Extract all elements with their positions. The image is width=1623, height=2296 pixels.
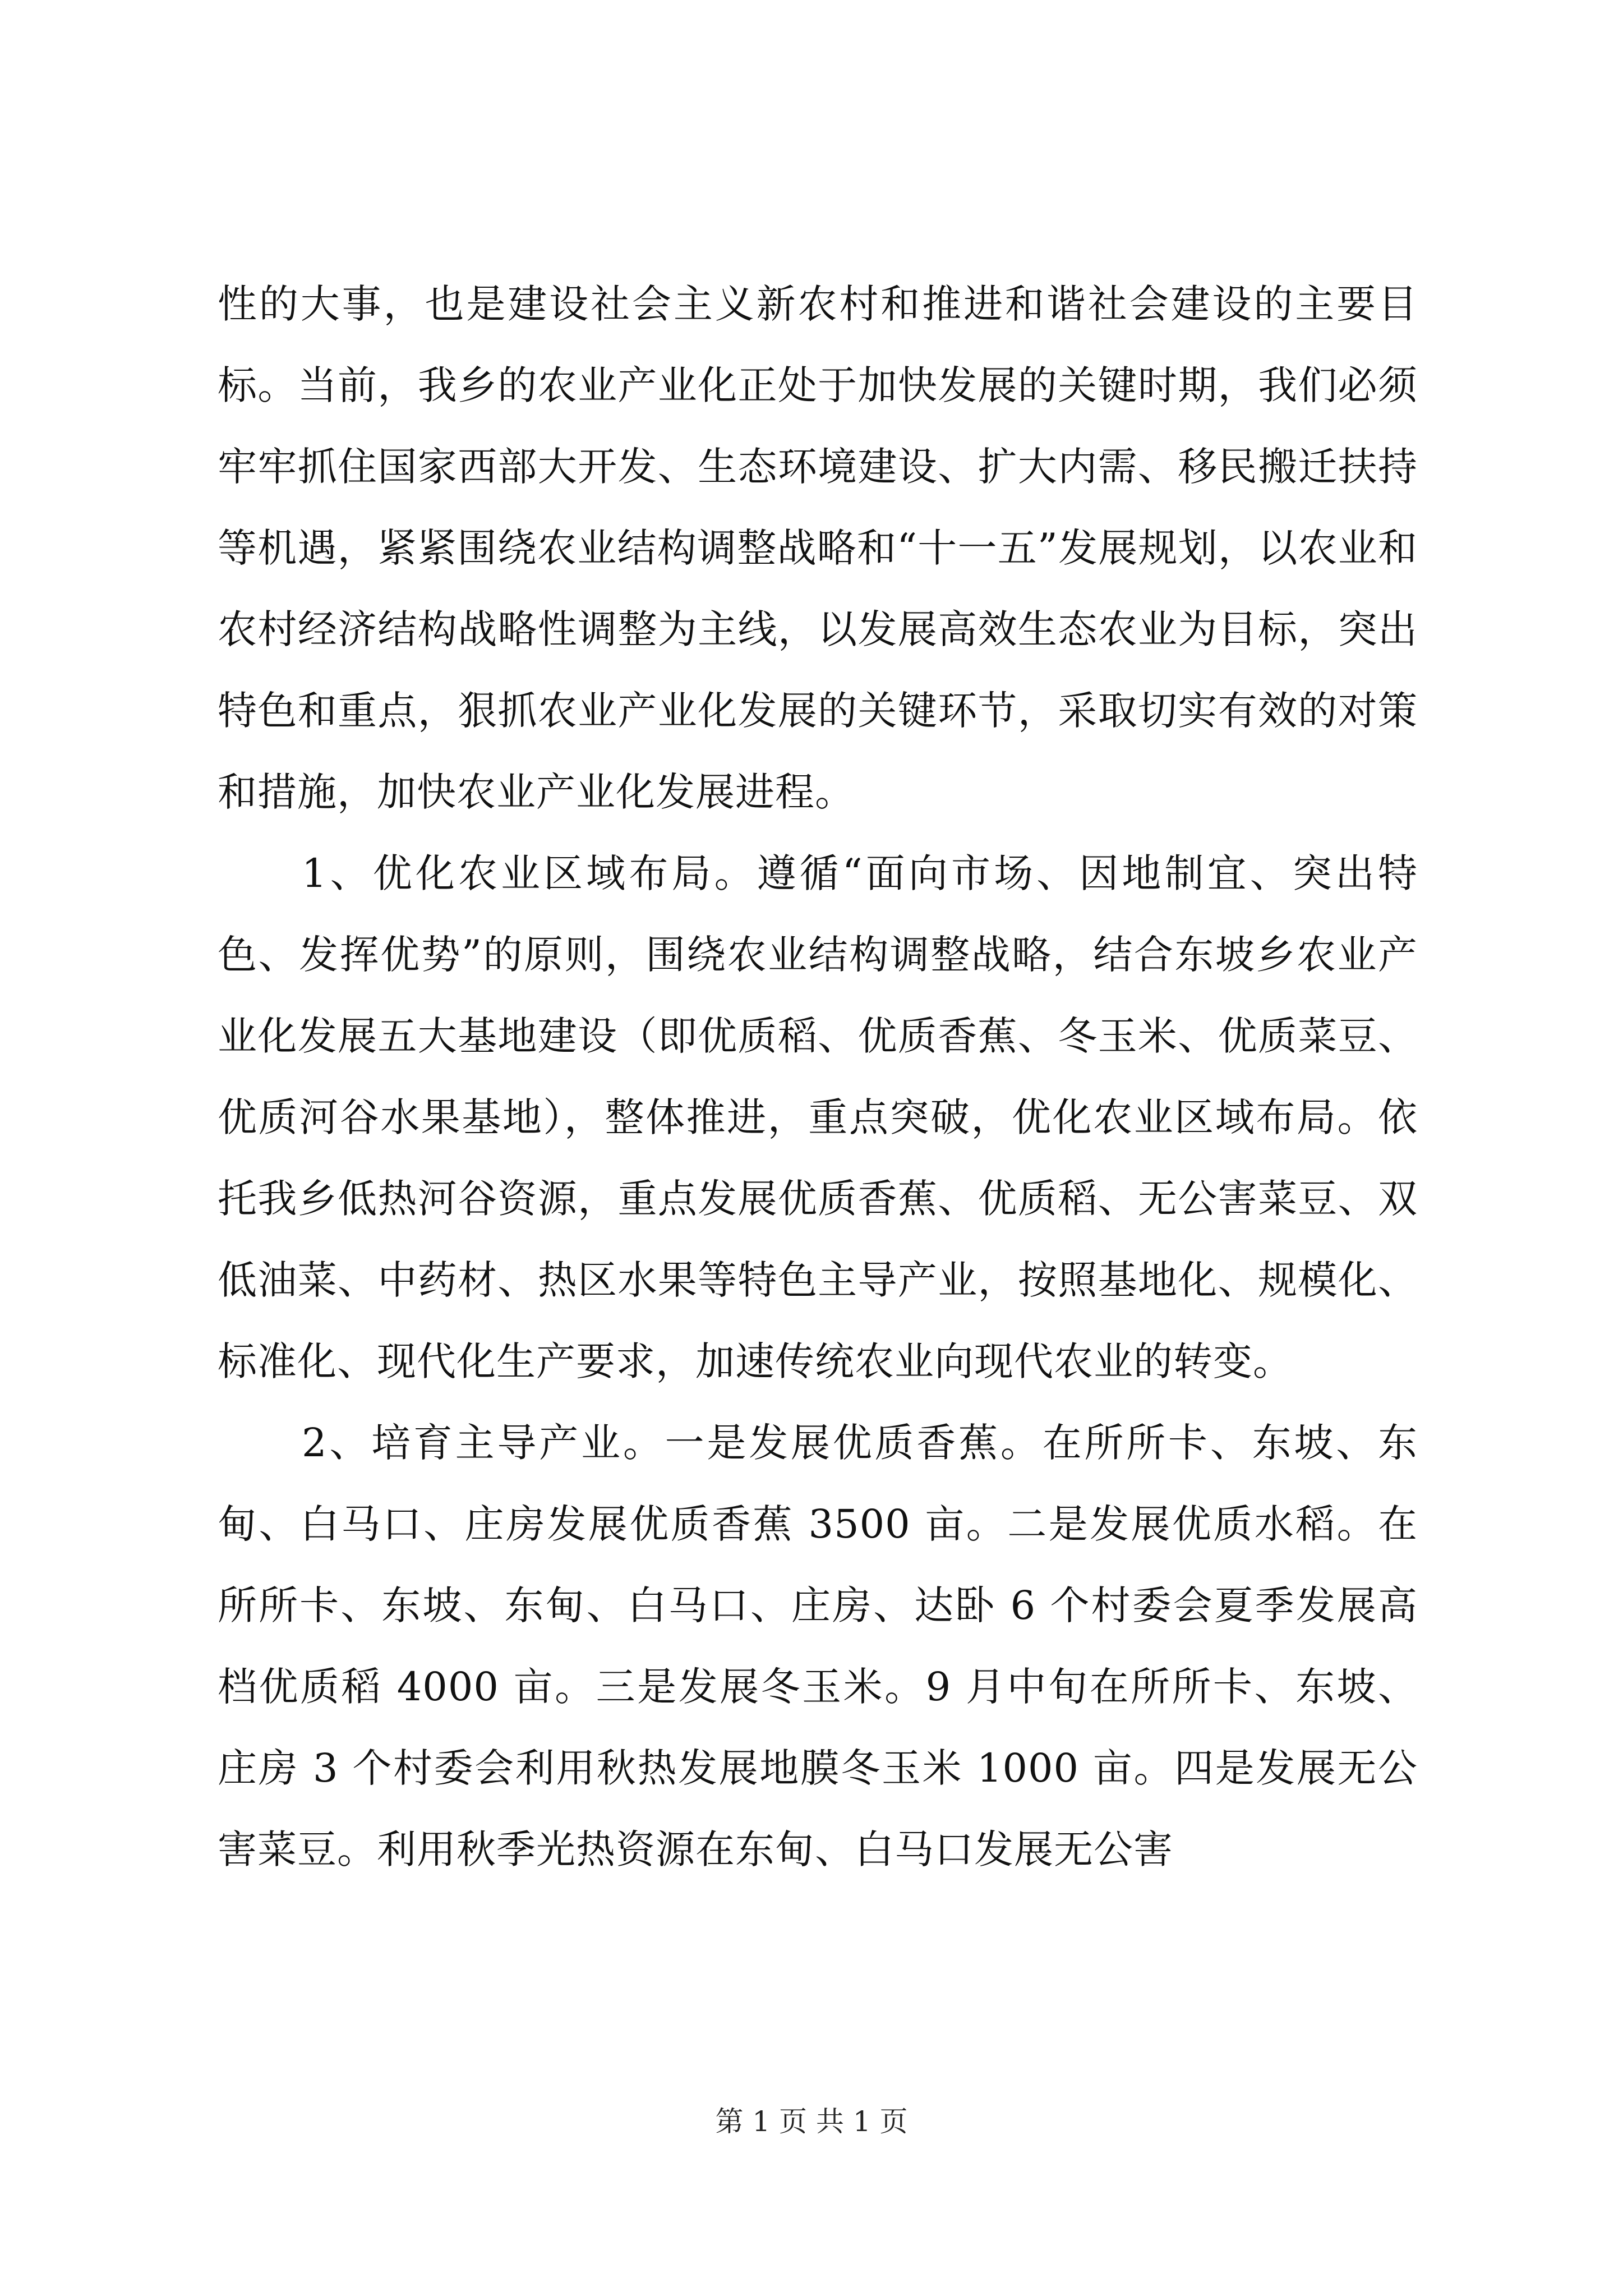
page-footer: 第 1 页 共 1 页 <box>715 2105 908 2138</box>
document-body <box>218 264 1418 1890</box>
paragraph-section-2: 2、培育主导产业。一是发展优质香蕉。在所所卡、东坡、东甸、白马口、庄房发展优质香蕉 3500 亩。二是发展优质水稻。在所所卡、东坡、东甸、白马口、庄房、达卧 6 个村委会夏季发展高档优质稻 4000 亩。三是发展冬玉米。9 月中旬在所所卡、东坡、庄房 3 个村委会利用秋热发展地膜冬玉米 1000 亩。四是发展无公害菜豆。利用秋季光热资源在东甸、白马口发展无公害 <box>218 1420 1418 1872</box>
paragraph-section-1: 1、优化农业区域布局。遵循“面向市场、因地制宜、突出特色、发挥优势”的原则，围绕农业结构调整战略，结合东坡乡农业产业化发展五大基地建设（即优质稻、优质香蕉、冬玉米、优质菜豆、优质河谷水果基地），整体推进，重点突破，优化农业区域布局。依托我乡低热河谷资源，重点发展优质香蕉、优质稻、无公害菜豆、双低油菜、中药材、热区水果等特色主导产业，按照基地化、规模化、标准化、现代化生产要求，加速传统农业向现代农业的转变。 <box>218 850 1418 1384</box>
paragraph-continuation: 性的大事，也是建设社会主义新农村和推进和谐社会建设的主要目标。当前，我乡的农业产业化正处于加快发展的关键时期，我们必须牢牢抓住国家西部大开发、生态环境建设、扩大内需、移民搬迁扶持等机遇，紧紧围绕农业结构调整战略和“十一五”发展规划，以农业和农村经济结构战略性调整为主线，以发展高效生态农业为目标，突出特色和重点，狠抓农业产业化发展的关键环节，采取切实有效的对策和措施，加快农业产业化发展进程。 <box>218 281 1418 815</box>
